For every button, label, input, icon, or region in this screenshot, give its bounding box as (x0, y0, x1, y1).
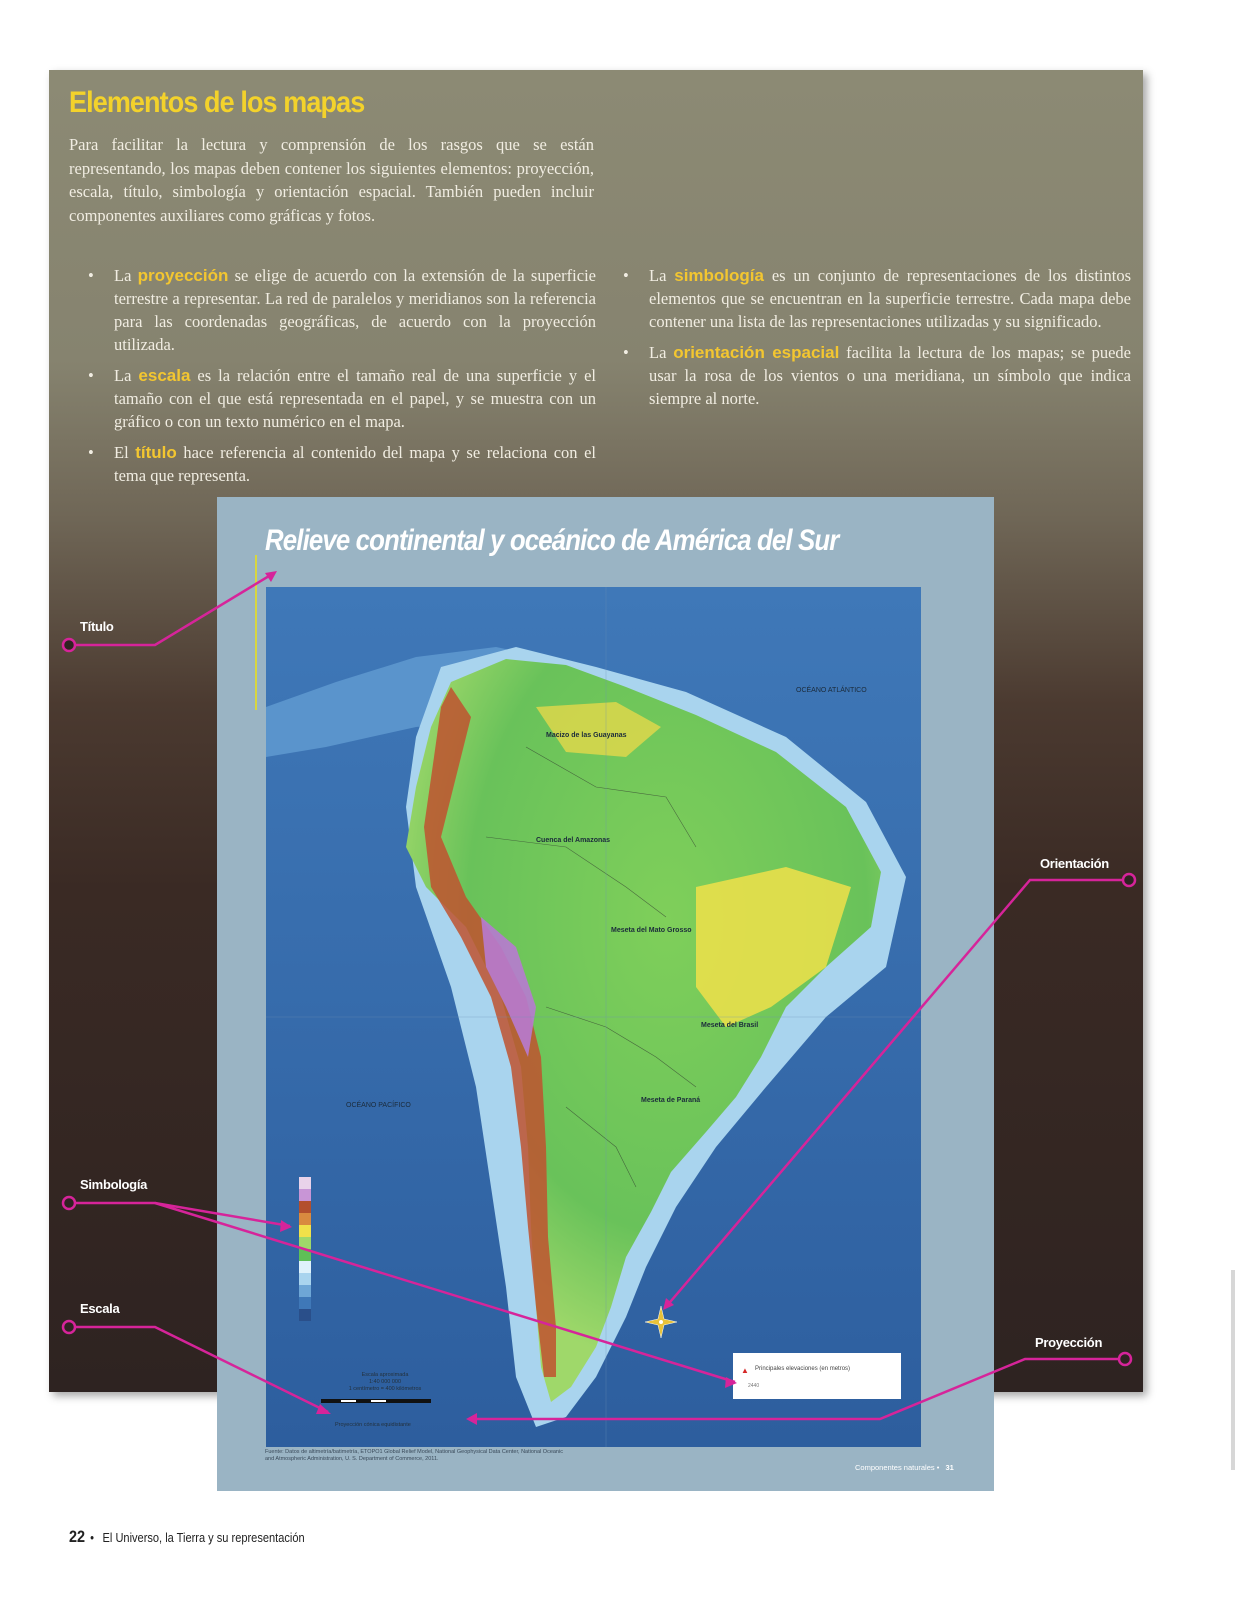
map-footer: Componentes naturales • 31 (855, 1463, 954, 1472)
bullet-projection: • La proyección se elige de acuerdo con la extensión de la superficie terrestre a representar. La red de paralelos y meridianos son la referencia para las coordenadas geográficas, de acuerdo con la proyección utilizada. (88, 264, 596, 356)
intro-paragraph: Para facilitar la lectura y comprensión de los rasgos que se están representando, los mapas deben contener los siguientes elementos: proyección, escala, título, simbología y orientación espacial. También pueden incluir componentes auxiliares como gráficas y fotos. (69, 135, 594, 225)
page-footer: 22 • El Universo, la Tierra y su representación (69, 1527, 305, 1546)
scale-line-3: 1 centímetro = 400 kilómetros (348, 1386, 422, 1392)
scale-text (325, 1372, 445, 1393)
page-footer-text: El Universo, la Tierra y su representación (102, 1530, 305, 1545)
label-parana: Meseta de Paraná (641, 1097, 701, 1104)
title-rule (255, 555, 257, 710)
scale-line-1: Escala aproximada (361, 1372, 409, 1378)
map-footer-page: 31 (945, 1463, 954, 1472)
bullet-list-right (623, 264, 1131, 418)
page-number: 22 (69, 1527, 86, 1546)
page-edge (1231, 1270, 1235, 1470)
keyword-escala: escala (138, 366, 191, 385)
callout-escala: Escala (80, 1301, 120, 1316)
bullet-symbology: • La simbología es un conjunto de representaciones de los distintos elementos que se encuentran en la superficie terrestre. Cada mapa debe contener una lista de las representaciones utilizadas y su significado. (623, 264, 1131, 333)
map-footer-label: Componentes naturales (855, 1463, 935, 1472)
keyword-simbologia: simbología (674, 266, 764, 285)
scale-bar (321, 1399, 431, 1403)
keyword-orientacion: orientación espacial (673, 343, 840, 362)
keyword-titulo: título (135, 443, 177, 462)
bullet-list-left (88, 264, 596, 495)
label-guayanas: Macizo de las Guayanas (546, 732, 627, 739)
label-ocean-atlantic: OCÉANO ATLÁNTICO (796, 687, 867, 694)
south-america-relief-map (266, 587, 921, 1447)
callout-simbologia: Simbología (80, 1177, 148, 1192)
map-legend (733, 1353, 901, 1399)
label-amazon: Cuenca del Amazonas (536, 837, 611, 844)
label-mato-grosso: Meseta del Mato Grosso (611, 927, 692, 934)
section-title: Elementos de los mapas (69, 86, 365, 119)
elevation-triangle-icon: ▲ (741, 1366, 749, 1375)
scale-line-2: 1:40 000 000 (368, 1379, 402, 1385)
legend-color-bar (299, 1177, 311, 1321)
bullet-scale: • La escala es la relación entre el tamaño real de una superficie y el tamaño con el que está representada en el papel, y se muestra con un gráfico o con un texto numérico en el mapa. (88, 364, 596, 433)
label-ocean-pacific: OCÉANO PACÍFICO (346, 1102, 411, 1109)
bullet-orientation: • La orientación espacial facilita la lectura de los mapas; se puede usar la rosa de los vientos o una meridiana, un símbolo que indica siempre al norte. (623, 341, 1131, 410)
keyword-proyeccion: proyección (137, 266, 229, 285)
label-brasil: Meseta del Brasil (701, 1022, 759, 1029)
callout-titulo: Título (80, 619, 114, 634)
callout-orientacion: Orientación (1040, 856, 1109, 871)
callout-proyeccion: Proyección (1035, 1335, 1103, 1350)
legend-label: Principales elevaciones (en metros) (755, 1366, 851, 1372)
bullet-title: • El título hace referencia al contenido del mapa y se relaciona con el tema que representa. (88, 441, 596, 487)
legend-value: 2440 (748, 1383, 760, 1389)
map-source: Fuente: Datos de altimetría/batimetría, ETOPO1 Global Relief Model, National Geophysical Data Center, National Oceanic and Atmospheric Administration, U. S. Department of Commerce, 2011. (265, 1449, 563, 1462)
projection-label: Proyección cónica equidistante (335, 1422, 411, 1428)
map-title: Relieve continental y oceánico de América del Sur (265, 524, 839, 557)
